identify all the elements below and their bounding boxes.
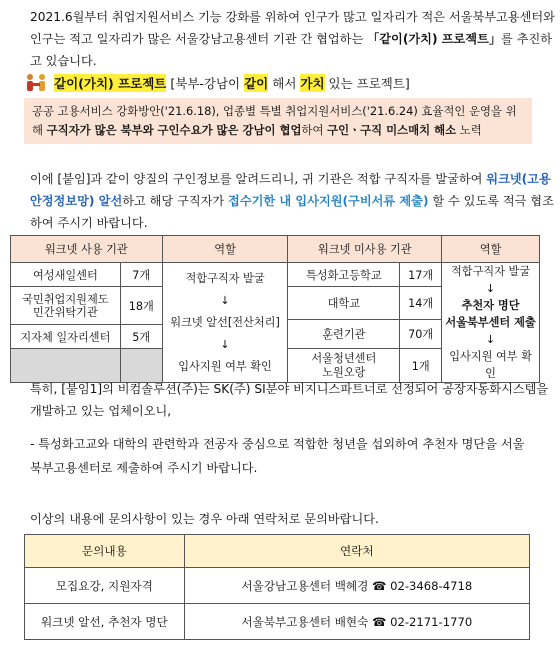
inquiry-topic: 모집요강, 지원자격 [25, 568, 185, 604]
paragraph-text: 2021.6월부터 취업지원서비스 기능 강화를 위하여 인구가 많고 일자리가 적은 서울북부고용센터와 인구는 적고 일자리가 많은 서울강남고용센터 기관 간 협업하는 [30, 10, 555, 46]
org-name: 훈련기관 [288, 319, 400, 349]
project-desc-bold-2: 구인ㆍ구직 미스매치 해소 [327, 123, 457, 137]
org-count: 1개 [400, 349, 442, 383]
project-name-bold: 「같이(가치) 프로젝트」 [367, 32, 502, 46]
down-arrow-icon: ↓ [485, 333, 496, 346]
org-count: 7개 [120, 263, 162, 287]
project-subtitle-2: 해서 [268, 76, 301, 91]
down-arrow-icon: ↓ [220, 293, 230, 307]
project-subtitle-3: 있는 프로젝트] [324, 76, 410, 91]
paragraph-text: 이에 [붙임]과 같이 양질의 구인정보를 알려드리니, 귀 기관은 적합 구직자를 발굴하여 [30, 172, 487, 186]
project-desc-text-2: 하여 [301, 123, 328, 137]
header-inquiry: 문의내용 [25, 535, 185, 568]
inquiry-topic: 워크넷 알선, 추천자 명단 [25, 604, 185, 640]
header-worknet-nonusers: 워크넷 미사용 기관 [288, 236, 442, 263]
org-name: 여성새일센터 [11, 263, 121, 287]
table-header-row [25, 535, 530, 568]
table-row [25, 568, 530, 604]
contact-info: 서울강남고용센터 백혜경 ☎ 02-3468-4718 [184, 568, 529, 604]
paragraph-number [8, 168, 30, 190]
role-step: 입사지원 여부 확인 [178, 359, 272, 373]
paragraph-3-sub [30, 432, 535, 480]
paragraph-text: 이상의 내용에 문의사항이 있는 경우 아래 연락처로 문의바랍니다. [30, 512, 379, 526]
paragraph-number [8, 508, 30, 530]
paragraph-4 [8, 508, 560, 530]
project-desc-text: 공공 고용서비스 강화방안('21.6.18), 업종별 특별 취업지원서비스('21.6.24) 효율적인 운영을 위해 [32, 104, 517, 137]
down-arrow-icon: ↓ [485, 282, 496, 295]
paragraph-2 [8, 168, 560, 234]
role-step-bold: 추천자 명단 [461, 299, 520, 312]
project-subtitle-value: 가치 [300, 76, 325, 91]
paragraph-text-3: 할 수 있도록 적극 협조하여 주시기 바랍니다. [30, 194, 554, 230]
paragraph-text-end: 를 추진하고 있습니다. [30, 32, 553, 68]
org-count: 70개 [400, 319, 442, 349]
paragraph-number [8, 378, 30, 400]
worknet-nonuser-role [442, 263, 540, 383]
contact-table [24, 534, 530, 640]
paragraph-text: 특히, [붙임1]의 비컴솔루션(주)는 SK(주) SI분야 비지니스파트너로 선정되어 공장자동화시스템을 개발하고 있는 업체이오니, [30, 382, 549, 418]
role-step: 적합구직자 발굴 [450, 265, 531, 278]
contact-info: 서울북부고용센터 배현숙 ☎ 02-2171-1770 [184, 604, 529, 640]
project-subtitle-1: [북부-강남이 [166, 76, 245, 91]
role-step: 워크넷 알선[전산처리] [170, 315, 280, 329]
header-contact: 연락처 [184, 535, 529, 568]
project-desc-bold: 구직자가 많은 북부와 구인수요가 많은 강남이 협업 [46, 123, 302, 137]
table-row [11, 263, 540, 287]
org-name: 지자체 일자리센터 [11, 325, 121, 349]
org-name: 대학교 [288, 287, 400, 320]
project-box [24, 72, 532, 144]
worknet-user-role [162, 263, 288, 383]
role-step: 입사지원 여부 확인 [449, 350, 532, 380]
project-title-highlight: 같이(가치) 프로젝트 [54, 76, 167, 91]
org-count: 14개 [400, 287, 442, 320]
org-name: 서울청년센터 노원오랑 [288, 349, 400, 383]
org-name: 국민취업지원제도 민간위탁기관 [11, 287, 121, 325]
paragraph-1 [8, 6, 560, 72]
worknet-referral-highlight: 워크넷(고용안정정보망) 알선 [30, 172, 551, 208]
table-row [25, 604, 530, 640]
role-step: 적합구직자 발굴 [185, 271, 265, 285]
table-header-row [11, 236, 540, 263]
paragraph-text-2: 하고 해당 구직자가 [122, 194, 229, 208]
agency-role-table [10, 235, 540, 383]
handshake-people-icon [24, 73, 48, 93]
project-description [24, 98, 532, 144]
org-count: 17개 [400, 263, 442, 287]
paragraph-3 [8, 378, 560, 422]
header-role: 역할 [162, 236, 288, 263]
project-desc-text-3: 노력 [456, 123, 482, 137]
org-count: 18개 [120, 287, 162, 325]
header-worknet-users: 워크넷 사용 기관 [11, 236, 163, 263]
down-arrow-icon: ↓ [220, 337, 230, 351]
paragraph-number [8, 6, 30, 28]
application-deadline-highlight: 접수기한 내 입사지원(구비서류 제출) [228, 194, 429, 208]
project-title [24, 72, 532, 94]
role-step-bold: 서울북부센터 제출 [445, 316, 536, 329]
paragraph-subitem: - 특성화고교와 대학의 관련학과 전공자 중심으로 적합한 청년을 섭외하여 추천자 명단을 서울북부고용센터로 제출하여 주시기 바랍니다. [30, 437, 525, 475]
org-count: 5개 [120, 325, 162, 349]
header-role-2: 역할 [442, 236, 540, 263]
org-name: 특성화고등학교 [288, 263, 400, 287]
project-subtitle-together: 같이 [244, 76, 269, 91]
